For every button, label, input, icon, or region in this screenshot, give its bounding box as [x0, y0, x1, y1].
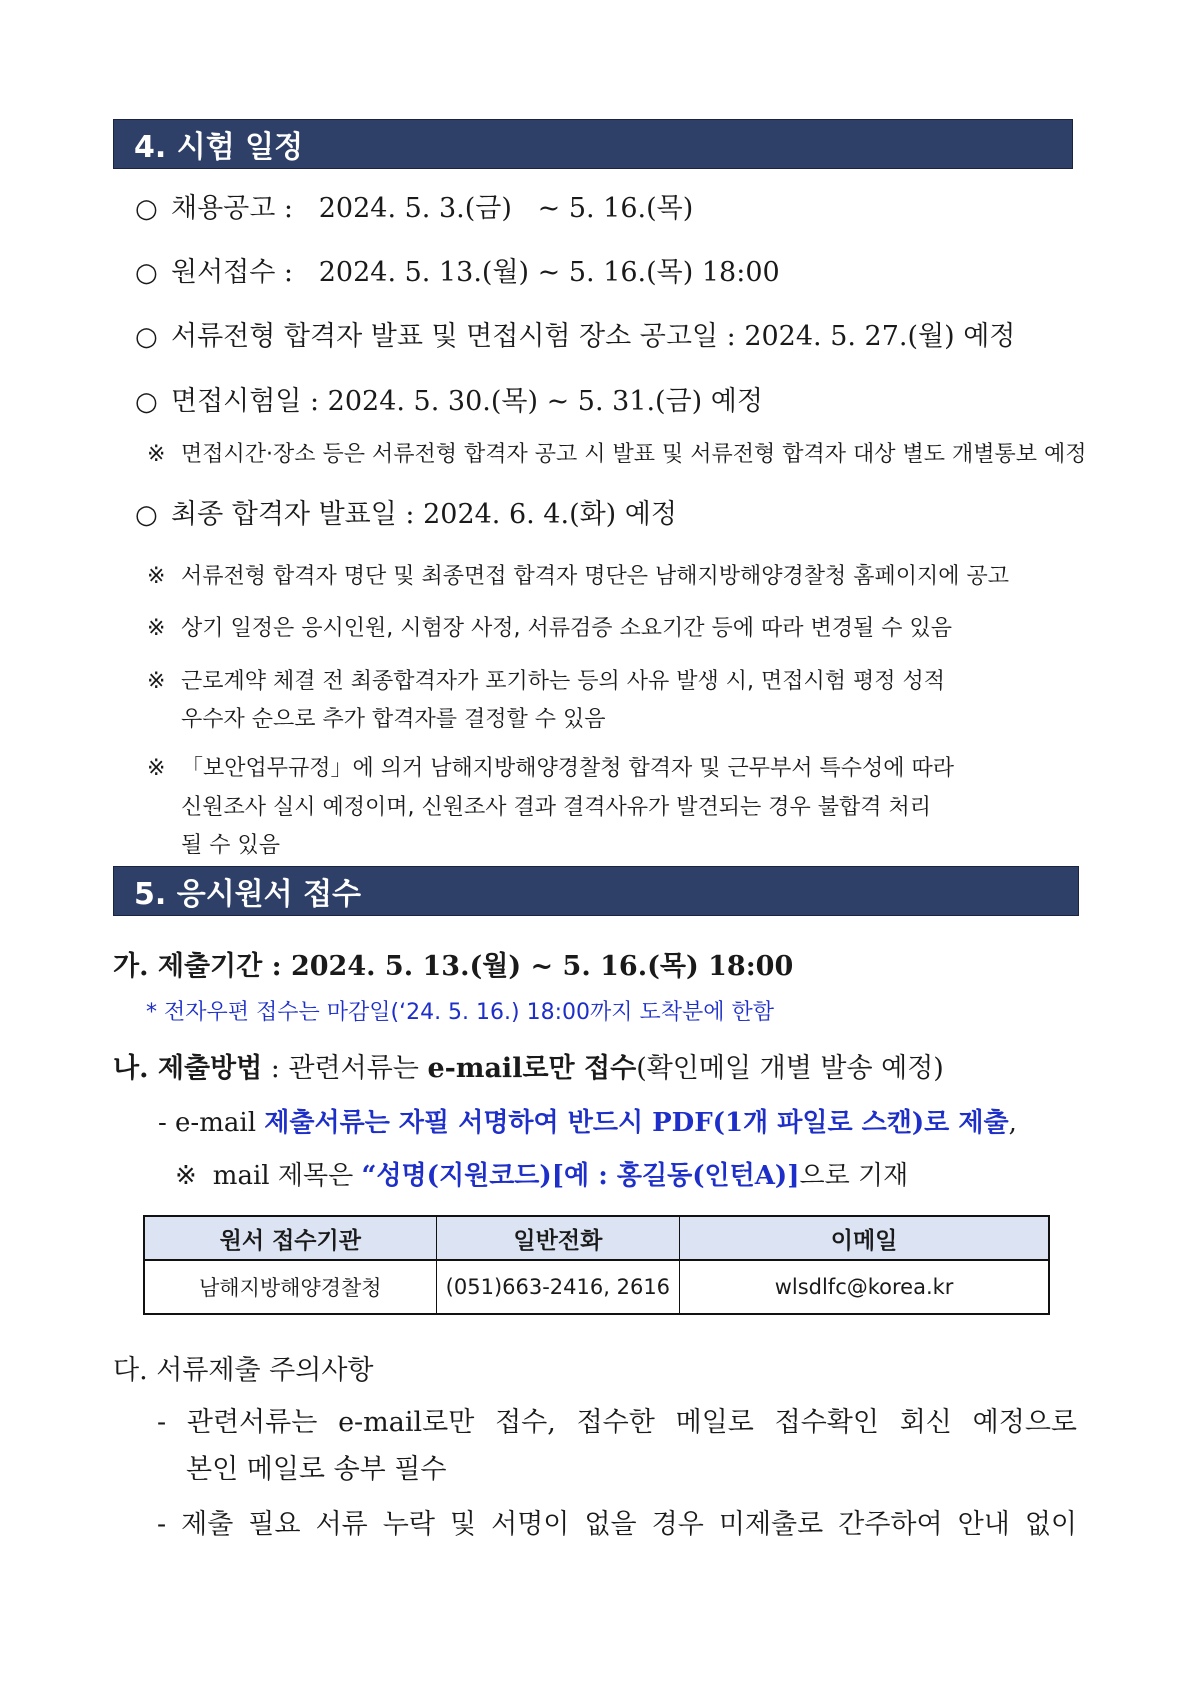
- schedule-note: [147, 437, 1086, 468]
- section-5-title: 5. 응시원서 접수: [134, 877, 362, 912]
- method-emphasis: e-mail로만 접수: [427, 1053, 637, 1084]
- method-rest: (확인메일 개별 발송 예정): [636, 1053, 944, 1084]
- schedule-note: [147, 664, 945, 695]
- note-text: 「보안업무규정」에 의거 남해지방해양경찰청 합격자 및 근무부서 특수성에 따라: [181, 756, 955, 781]
- section-5-header: [113, 866, 1079, 916]
- schedule-note: [147, 611, 952, 642]
- mail-subject-pre: mail 제목은: [212, 1161, 362, 1191]
- schedule-text: 채용공고 : 2024. 5. 3.(금) ~ 5. 16.(목): [171, 193, 694, 224]
- table-header: 일반전화: [436, 1216, 680, 1260]
- circle-bullet-icon: ○: [135, 500, 158, 530]
- mail-subject-format: “성명(지원코드)[예 : 홍길동(인턴A)]: [361, 1161, 800, 1191]
- section-4-title: 4. 시험 일정: [134, 130, 304, 165]
- circle-bullet-icon: ○: [135, 387, 158, 417]
- schedule-item: [135, 250, 780, 289]
- submission-method: [113, 1046, 944, 1085]
- caution-item: 본인 메일로 송부 필수: [186, 1454, 447, 1485]
- note-mark-icon: ※: [147, 442, 166, 467]
- schedule-note: [147, 751, 954, 782]
- note-mark-icon: ※: [147, 669, 166, 694]
- circle-bullet-icon: ○: [135, 322, 158, 352]
- schedule-item: [135, 492, 677, 531]
- note-mark-icon: ※: [147, 616, 166, 641]
- table-row: [144, 1260, 1049, 1314]
- note-mark-icon: ※: [147, 564, 166, 589]
- email-dash: - e-mail: [158, 1108, 265, 1138]
- table-cell: wlsdlfc@korea.kr: [680, 1260, 1049, 1314]
- period-note: * 전자우편 접수는 마감일(‘24. 5. 16.) 18:00까지 도착분에 한함: [146, 1000, 775, 1025]
- table-cell: 남해지방해양경찰청: [144, 1260, 436, 1314]
- mail-subject-instruction: [175, 1155, 908, 1192]
- mail-subject-post: 으로 기재: [799, 1161, 909, 1191]
- schedule-text: 최종 합격자 발표일 : 2024. 6. 4.(화) 예정: [171, 499, 677, 530]
- caution-title: 다. 서류제출 주의사항: [113, 1355, 374, 1386]
- note-text: 상기 일정은 응시인원, 시험장 사정, 서류검증 소요기간 등에 따라 변경될 수 있음: [181, 616, 952, 641]
- note-mark-icon: ※: [175, 1161, 197, 1191]
- table-cell: (051)663-2416, 2616: [436, 1260, 680, 1314]
- note-text: 우수자 순으로 추가 합격자를 결정할 수 있음: [181, 707, 606, 732]
- email-requirement: 제출서류는 자필 서명하여 반드시 PDF(1개 파일로 스캔)로 제출: [264, 1108, 1009, 1138]
- caution-item: - 제출 필요 서류 누락 및 서명이 없을 경우 미제출로 간주하여 안내 없이: [157, 1509, 1077, 1540]
- method-label: 나. 제출방법: [113, 1053, 263, 1084]
- email-comma: ,: [1008, 1108, 1017, 1138]
- registration-table: [143, 1215, 1050, 1315]
- caution-item: - 관련서류는 e-mail로만 접수, 접수한 메일로 접수확인 회신 예정으로: [157, 1407, 1077, 1438]
- note-mark-icon: ※: [147, 756, 166, 781]
- circle-bullet-icon: ○: [135, 194, 158, 224]
- schedule-item: [135, 314, 1065, 353]
- table-header-row: [144, 1216, 1049, 1260]
- method-sep: : 관련서류는: [262, 1053, 428, 1084]
- note-text: 근로계약 체결 전 최종합격자가 포기하는 등의 사유 발생 시, 면접시험 평정 성적: [181, 669, 945, 694]
- schedule-item: [135, 186, 693, 225]
- schedule-note: [147, 559, 1009, 590]
- note-text: 될 수 있음: [181, 833, 280, 858]
- email-instruction: [158, 1102, 1017, 1139]
- note-text: 면접시간·장소 등은 서류전형 합격자 공고 시 발표 및 서류전형 합격자 대상 별도 개별통보 예정: [181, 442, 1087, 467]
- table-header: 원서 접수기관: [144, 1216, 436, 1260]
- section-4-header: [113, 119, 1073, 169]
- note-text: 신원조사 실시 예정이며, 신원조사 결과 결격사유가 발견되는 경우 불합격 처리: [181, 795, 931, 820]
- schedule-text: 서류전형 합격자 발표 및 면접시험 장소 공고일 : 2024. 5. 27.(월) 예정: [171, 321, 1016, 352]
- schedule-text: 면접시험일 : 2024. 5. 30.(목) ~ 5. 31.(금) 예정: [171, 386, 763, 417]
- schedule-item: [135, 379, 763, 418]
- note-text: 서류전형 합격자 명단 및 최종면접 합격자 명단은 남해지방해양경찰청 홈페이지에 공고: [181, 564, 1010, 589]
- schedule-text: 원서접수 : 2024. 5. 13.(월) ~ 5. 16.(목) 18:00: [171, 257, 780, 288]
- table-header: 이메일: [680, 1216, 1049, 1260]
- circle-bullet-icon: ○: [135, 258, 158, 288]
- submission-period: 가. 제출기간 : 2024. 5. 13.(월) ~ 5. 16.(목) 18:00: [113, 951, 794, 982]
